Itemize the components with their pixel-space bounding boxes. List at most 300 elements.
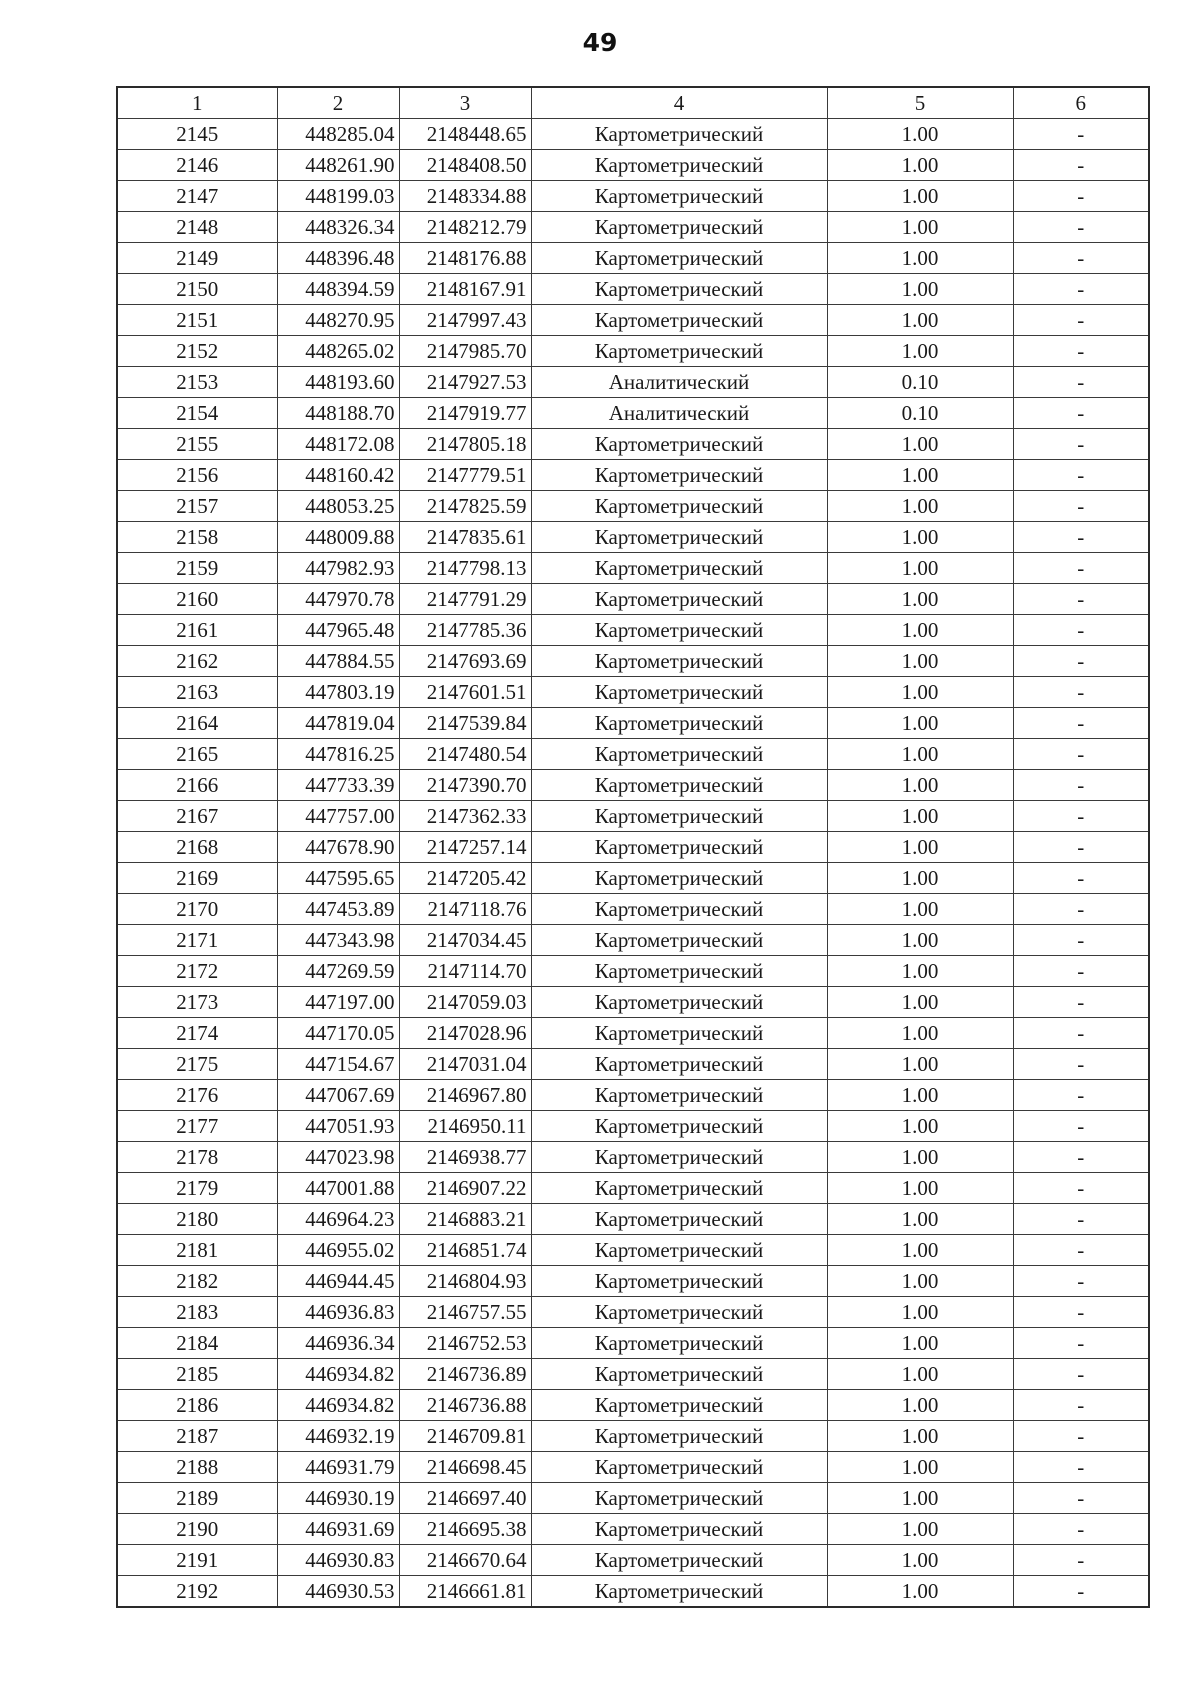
- method-cell: Картометрический: [531, 181, 827, 212]
- method-cell: Картометрический: [531, 1328, 827, 1359]
- x-coordinate-cell: 448396.48: [277, 243, 399, 274]
- point-number-cell: 2155: [117, 429, 277, 460]
- accuracy-cell: 1.00: [827, 987, 1013, 1018]
- y-coordinate-cell: 2146938.77: [399, 1142, 531, 1173]
- x-coordinate-cell: 447816.25: [277, 739, 399, 770]
- y-coordinate-cell: 2147034.45: [399, 925, 531, 956]
- note-cell: -: [1013, 1328, 1149, 1359]
- column-header-5: 5: [827, 87, 1013, 119]
- y-coordinate-cell: 2148212.79: [399, 212, 531, 243]
- accuracy-cell: 1.00: [827, 925, 1013, 956]
- x-coordinate-cell: 447051.93: [277, 1111, 399, 1142]
- point-number-cell: 2176: [117, 1080, 277, 1111]
- accuracy-cell: 1.00: [827, 243, 1013, 274]
- accuracy-cell: 1.00: [827, 305, 1013, 336]
- y-coordinate-cell: 2147114.70: [399, 956, 531, 987]
- point-number-cell: 2153: [117, 367, 277, 398]
- y-coordinate-cell: 2147539.84: [399, 708, 531, 739]
- point-number-cell: 2174: [117, 1018, 277, 1049]
- note-cell: -: [1013, 1018, 1149, 1049]
- method-cell: Картометрический: [531, 243, 827, 274]
- table-row: [117, 584, 1149, 615]
- accuracy-cell: 0.10: [827, 367, 1013, 398]
- x-coordinate-cell: 447884.55: [277, 646, 399, 677]
- method-cell: Картометрический: [531, 1514, 827, 1545]
- accuracy-cell: 1.00: [827, 1359, 1013, 1390]
- note-cell: -: [1013, 801, 1149, 832]
- method-cell: Картометрический: [531, 1204, 827, 1235]
- table-row: [117, 925, 1149, 956]
- point-number-cell: 2156: [117, 460, 277, 491]
- note-cell: -: [1013, 1545, 1149, 1576]
- y-coordinate-cell: 2147059.03: [399, 987, 531, 1018]
- point-number-cell: 2149: [117, 243, 277, 274]
- point-number-cell: 2152: [117, 336, 277, 367]
- x-coordinate-cell: 446936.34: [277, 1328, 399, 1359]
- point-number-cell: 2166: [117, 770, 277, 801]
- y-coordinate-cell: 2147693.69: [399, 646, 531, 677]
- point-number-cell: 2188: [117, 1452, 277, 1483]
- accuracy-cell: 1.00: [827, 181, 1013, 212]
- note-cell: -: [1013, 119, 1149, 150]
- column-header-4: 4: [531, 87, 827, 119]
- point-number-cell: 2173: [117, 987, 277, 1018]
- point-number-cell: 2181: [117, 1235, 277, 1266]
- y-coordinate-cell: 2146804.93: [399, 1266, 531, 1297]
- note-cell: -: [1013, 243, 1149, 274]
- column-header-1: 1: [117, 87, 277, 119]
- y-coordinate-cell: 2146907.22: [399, 1173, 531, 1204]
- table-row: [117, 367, 1149, 398]
- method-cell: Картометрический: [531, 274, 827, 305]
- y-coordinate-cell: 2146851.74: [399, 1235, 531, 1266]
- point-number-cell: 2168: [117, 832, 277, 863]
- x-coordinate-cell: 447023.98: [277, 1142, 399, 1173]
- y-coordinate-cell: 2146670.64: [399, 1545, 531, 1576]
- y-coordinate-cell: 2147779.51: [399, 460, 531, 491]
- method-cell: Картометрический: [531, 801, 827, 832]
- method-cell: Картометрический: [531, 832, 827, 863]
- accuracy-cell: 1.00: [827, 1390, 1013, 1421]
- page-number: 49: [582, 28, 618, 57]
- table-row: [117, 1359, 1149, 1390]
- accuracy-cell: 1.00: [827, 336, 1013, 367]
- table-row: [117, 150, 1149, 181]
- x-coordinate-cell: 446934.82: [277, 1390, 399, 1421]
- note-cell: -: [1013, 1514, 1149, 1545]
- table-row: [117, 894, 1149, 925]
- note-cell: -: [1013, 863, 1149, 894]
- point-number-cell: 2147: [117, 181, 277, 212]
- method-cell: Картометрический: [531, 1452, 827, 1483]
- accuracy-cell: 1.00: [827, 677, 1013, 708]
- method-cell: Картометрический: [531, 1142, 827, 1173]
- table-row: [117, 522, 1149, 553]
- x-coordinate-cell: 448270.95: [277, 305, 399, 336]
- x-coordinate-cell: 447970.78: [277, 584, 399, 615]
- note-cell: -: [1013, 1483, 1149, 1514]
- accuracy-cell: 1.00: [827, 956, 1013, 987]
- note-cell: -: [1013, 429, 1149, 460]
- point-number-cell: 2145: [117, 119, 277, 150]
- x-coordinate-cell: 447453.89: [277, 894, 399, 925]
- table-row: [117, 1297, 1149, 1328]
- method-cell: Картометрический: [531, 1018, 827, 1049]
- point-number-cell: 2163: [117, 677, 277, 708]
- accuracy-cell: 1.00: [827, 1514, 1013, 1545]
- table-row: [117, 336, 1149, 367]
- note-cell: -: [1013, 150, 1149, 181]
- y-coordinate-cell: 2147825.59: [399, 491, 531, 522]
- y-coordinate-cell: 2147997.43: [399, 305, 531, 336]
- table-row: [117, 1576, 1149, 1608]
- table-row: [117, 1514, 1149, 1545]
- point-number-cell: 2177: [117, 1111, 277, 1142]
- table-row: [117, 305, 1149, 336]
- method-cell: Картометрический: [531, 1297, 827, 1328]
- point-number-cell: 2190: [117, 1514, 277, 1545]
- accuracy-cell: 1.00: [827, 1204, 1013, 1235]
- accuracy-cell: 1.00: [827, 832, 1013, 863]
- y-coordinate-cell: 2147919.77: [399, 398, 531, 429]
- method-cell: Картометрический: [531, 1390, 827, 1421]
- method-cell: Картометрический: [531, 1235, 827, 1266]
- point-number-cell: 2184: [117, 1328, 277, 1359]
- x-coordinate-cell: 448193.60: [277, 367, 399, 398]
- table-row: [117, 1049, 1149, 1080]
- accuracy-cell: 1.00: [827, 1421, 1013, 1452]
- note-cell: -: [1013, 1204, 1149, 1235]
- note-cell: -: [1013, 1080, 1149, 1111]
- x-coordinate-cell: 448326.34: [277, 212, 399, 243]
- y-coordinate-cell: 2147362.33: [399, 801, 531, 832]
- table-row: [117, 1235, 1149, 1266]
- accuracy-cell: 1.00: [827, 1483, 1013, 1514]
- y-coordinate-cell: 2147835.61: [399, 522, 531, 553]
- y-coordinate-cell: 2146752.53: [399, 1328, 531, 1359]
- column-header-2: 2: [277, 87, 399, 119]
- y-coordinate-cell: 2146736.88: [399, 1390, 531, 1421]
- x-coordinate-cell: 448160.42: [277, 460, 399, 491]
- point-number-cell: 2189: [117, 1483, 277, 1514]
- x-coordinate-cell: 447001.88: [277, 1173, 399, 1204]
- accuracy-cell: 1.00: [827, 1328, 1013, 1359]
- table-row: [117, 181, 1149, 212]
- note-cell: -: [1013, 925, 1149, 956]
- x-coordinate-cell: 447965.48: [277, 615, 399, 646]
- method-cell: Картометрический: [531, 150, 827, 181]
- table-row: [117, 460, 1149, 491]
- table-row: [117, 553, 1149, 584]
- table-row: [117, 987, 1149, 1018]
- point-number-cell: 2170: [117, 894, 277, 925]
- point-number-cell: 2148: [117, 212, 277, 243]
- accuracy-cell: 1.00: [827, 1049, 1013, 1080]
- y-coordinate-cell: 2148408.50: [399, 150, 531, 181]
- y-coordinate-cell: 2148448.65: [399, 119, 531, 150]
- point-number-cell: 2185: [117, 1359, 277, 1390]
- note-cell: -: [1013, 894, 1149, 925]
- accuracy-cell: 1.00: [827, 1235, 1013, 1266]
- accuracy-cell: 1.00: [827, 801, 1013, 832]
- accuracy-cell: 1.00: [827, 274, 1013, 305]
- x-coordinate-cell: 448053.25: [277, 491, 399, 522]
- x-coordinate-cell: 448285.04: [277, 119, 399, 150]
- x-coordinate-cell: 446930.83: [277, 1545, 399, 1576]
- y-coordinate-cell: 2147118.76: [399, 894, 531, 925]
- method-cell: Картометрический: [531, 1080, 827, 1111]
- table-row: [117, 677, 1149, 708]
- y-coordinate-cell: 2147805.18: [399, 429, 531, 460]
- accuracy-cell: 1.00: [827, 894, 1013, 925]
- method-cell: Аналитический: [531, 398, 827, 429]
- accuracy-cell: 1.00: [827, 1080, 1013, 1111]
- table-row: [117, 1111, 1149, 1142]
- column-header-3: 3: [399, 87, 531, 119]
- y-coordinate-cell: 2147785.36: [399, 615, 531, 646]
- table-row: [117, 1452, 1149, 1483]
- method-cell: Картометрический: [531, 119, 827, 150]
- y-coordinate-cell: 2148167.91: [399, 274, 531, 305]
- y-coordinate-cell: 2146967.80: [399, 1080, 531, 1111]
- x-coordinate-cell: 447595.65: [277, 863, 399, 894]
- note-cell: -: [1013, 460, 1149, 491]
- note-cell: -: [1013, 367, 1149, 398]
- x-coordinate-cell: 447269.59: [277, 956, 399, 987]
- accuracy-cell: 1.00: [827, 1297, 1013, 1328]
- x-coordinate-cell: 447343.98: [277, 925, 399, 956]
- y-coordinate-cell: 2147601.51: [399, 677, 531, 708]
- table-row: [117, 832, 1149, 863]
- method-cell: Картометрический: [531, 1359, 827, 1390]
- accuracy-cell: 1.00: [827, 615, 1013, 646]
- x-coordinate-cell: 448188.70: [277, 398, 399, 429]
- note-cell: -: [1013, 212, 1149, 243]
- point-number-cell: 2186: [117, 1390, 277, 1421]
- x-coordinate-cell: 446931.79: [277, 1452, 399, 1483]
- method-cell: Картометрический: [531, 1483, 827, 1514]
- method-cell: Картометрический: [531, 1049, 827, 1080]
- x-coordinate-cell: 448265.02: [277, 336, 399, 367]
- method-cell: Картометрический: [531, 925, 827, 956]
- table-header-row: [117, 87, 1149, 119]
- method-cell: Картометрический: [531, 770, 827, 801]
- y-coordinate-cell: 2146950.11: [399, 1111, 531, 1142]
- y-coordinate-cell: 2146697.40: [399, 1483, 531, 1514]
- note-cell: -: [1013, 1142, 1149, 1173]
- note-cell: -: [1013, 305, 1149, 336]
- method-cell: Картометрический: [531, 429, 827, 460]
- method-cell: Картометрический: [531, 305, 827, 336]
- method-cell: Картометрический: [531, 894, 827, 925]
- note-cell: -: [1013, 677, 1149, 708]
- y-coordinate-cell: 2147791.29: [399, 584, 531, 615]
- note-cell: -: [1013, 181, 1149, 212]
- method-cell: Картометрический: [531, 212, 827, 243]
- x-coordinate-cell: 446964.23: [277, 1204, 399, 1235]
- x-coordinate-cell: 447678.90: [277, 832, 399, 863]
- note-cell: -: [1013, 274, 1149, 305]
- method-cell: Картометрический: [531, 1576, 827, 1608]
- x-coordinate-cell: 446932.19: [277, 1421, 399, 1452]
- method-cell: Картометрический: [531, 1111, 827, 1142]
- note-cell: -: [1013, 398, 1149, 429]
- table-row: [117, 1018, 1149, 1049]
- accuracy-cell: 1.00: [827, 150, 1013, 181]
- table-row: [117, 1173, 1149, 1204]
- table-row: [117, 243, 1149, 274]
- method-cell: Картометрический: [531, 646, 827, 677]
- table-row: [117, 646, 1149, 677]
- accuracy-cell: 1.00: [827, 770, 1013, 801]
- method-cell: Картометрический: [531, 1421, 827, 1452]
- point-number-cell: 2183: [117, 1297, 277, 1328]
- x-coordinate-cell: 447067.69: [277, 1080, 399, 1111]
- y-coordinate-cell: 2147205.42: [399, 863, 531, 894]
- y-coordinate-cell: 2146661.81: [399, 1576, 531, 1608]
- method-cell: Картометрический: [531, 987, 827, 1018]
- x-coordinate-cell: 448261.90: [277, 150, 399, 181]
- y-coordinate-cell: 2146709.81: [399, 1421, 531, 1452]
- table-row: [117, 491, 1149, 522]
- accuracy-cell: 1.00: [827, 1018, 1013, 1049]
- note-cell: -: [1013, 1266, 1149, 1297]
- accuracy-cell: 1.00: [827, 584, 1013, 615]
- table-row: [117, 429, 1149, 460]
- point-number-cell: 2160: [117, 584, 277, 615]
- x-coordinate-cell: 446944.45: [277, 1266, 399, 1297]
- note-cell: -: [1013, 615, 1149, 646]
- note-cell: -: [1013, 1111, 1149, 1142]
- note-cell: -: [1013, 956, 1149, 987]
- table-row: [117, 1545, 1149, 1576]
- table-row: [117, 801, 1149, 832]
- y-coordinate-cell: 2147257.14: [399, 832, 531, 863]
- method-cell: Картометрический: [531, 1545, 827, 1576]
- table-row: [117, 956, 1149, 987]
- table-row: [117, 398, 1149, 429]
- method-cell: Картометрический: [531, 739, 827, 770]
- method-cell: Картометрический: [531, 491, 827, 522]
- x-coordinate-cell: 446930.53: [277, 1576, 399, 1608]
- note-cell: -: [1013, 553, 1149, 584]
- x-coordinate-cell: 448009.88: [277, 522, 399, 553]
- note-cell: -: [1013, 1390, 1149, 1421]
- note-cell: -: [1013, 336, 1149, 367]
- method-cell: Картометрический: [531, 336, 827, 367]
- x-coordinate-cell: 447154.67: [277, 1049, 399, 1080]
- x-coordinate-cell: 447982.93: [277, 553, 399, 584]
- note-cell: -: [1013, 1421, 1149, 1452]
- x-coordinate-cell: 447757.00: [277, 801, 399, 832]
- method-cell: Картометрический: [531, 522, 827, 553]
- y-coordinate-cell: 2147390.70: [399, 770, 531, 801]
- method-cell: Картометрический: [531, 460, 827, 491]
- table-row: [117, 1142, 1149, 1173]
- accuracy-cell: 1.00: [827, 119, 1013, 150]
- table-row: [117, 119, 1149, 150]
- method-cell: Картометрический: [531, 708, 827, 739]
- y-coordinate-cell: 2147985.70: [399, 336, 531, 367]
- point-number-cell: 2179: [117, 1173, 277, 1204]
- x-coordinate-cell: 446955.02: [277, 1235, 399, 1266]
- note-cell: -: [1013, 1359, 1149, 1390]
- point-number-cell: 2150: [117, 274, 277, 305]
- note-cell: -: [1013, 646, 1149, 677]
- x-coordinate-cell: 447803.19: [277, 677, 399, 708]
- accuracy-cell: 1.00: [827, 1111, 1013, 1142]
- method-cell: Аналитический: [531, 367, 827, 398]
- accuracy-cell: 1.00: [827, 553, 1013, 584]
- x-coordinate-cell: 447819.04: [277, 708, 399, 739]
- accuracy-cell: 1.00: [827, 212, 1013, 243]
- point-number-cell: 2162: [117, 646, 277, 677]
- x-coordinate-cell: 448199.03: [277, 181, 399, 212]
- note-cell: -: [1013, 1049, 1149, 1080]
- y-coordinate-cell: 2147798.13: [399, 553, 531, 584]
- point-number-cell: 2157: [117, 491, 277, 522]
- note-cell: -: [1013, 770, 1149, 801]
- table-body: [117, 119, 1149, 1608]
- accuracy-cell: 1.00: [827, 1576, 1013, 1608]
- table-row: [117, 1421, 1149, 1452]
- note-cell: -: [1013, 1235, 1149, 1266]
- x-coordinate-cell: 447733.39: [277, 770, 399, 801]
- accuracy-cell: 0.10: [827, 398, 1013, 429]
- x-coordinate-cell: 447197.00: [277, 987, 399, 1018]
- accuracy-cell: 1.00: [827, 1173, 1013, 1204]
- x-coordinate-cell: 448394.59: [277, 274, 399, 305]
- y-coordinate-cell: 2147028.96: [399, 1018, 531, 1049]
- point-number-cell: 2161: [117, 615, 277, 646]
- point-number-cell: 2167: [117, 801, 277, 832]
- method-cell: Картометрический: [531, 553, 827, 584]
- point-number-cell: 2172: [117, 956, 277, 987]
- point-number-cell: 2164: [117, 708, 277, 739]
- method-cell: Картометрический: [531, 956, 827, 987]
- table-row: [117, 1483, 1149, 1514]
- accuracy-cell: 1.00: [827, 863, 1013, 894]
- y-coordinate-cell: 2147031.04: [399, 1049, 531, 1080]
- table-row: [117, 1328, 1149, 1359]
- x-coordinate-cell: 447170.05: [277, 1018, 399, 1049]
- note-cell: -: [1013, 491, 1149, 522]
- point-number-cell: 2180: [117, 1204, 277, 1235]
- point-number-cell: 2154: [117, 398, 277, 429]
- table-row: [117, 1266, 1149, 1297]
- accuracy-cell: 1.00: [827, 460, 1013, 491]
- point-number-cell: 2178: [117, 1142, 277, 1173]
- accuracy-cell: 1.00: [827, 1452, 1013, 1483]
- y-coordinate-cell: 2148176.88: [399, 243, 531, 274]
- note-cell: -: [1013, 708, 1149, 739]
- table-row: [117, 708, 1149, 739]
- point-number-cell: 2171: [117, 925, 277, 956]
- table-row: [117, 212, 1149, 243]
- table-row: [117, 1204, 1149, 1235]
- point-number-cell: 2191: [117, 1545, 277, 1576]
- table-row: [117, 615, 1149, 646]
- point-number-cell: 2158: [117, 522, 277, 553]
- note-cell: -: [1013, 1576, 1149, 1608]
- table-row: [117, 770, 1149, 801]
- note-cell: -: [1013, 739, 1149, 770]
- point-number-cell: 2159: [117, 553, 277, 584]
- point-number-cell: 2182: [117, 1266, 277, 1297]
- method-cell: Картометрический: [531, 863, 827, 894]
- note-cell: -: [1013, 987, 1149, 1018]
- x-coordinate-cell: 446930.19: [277, 1483, 399, 1514]
